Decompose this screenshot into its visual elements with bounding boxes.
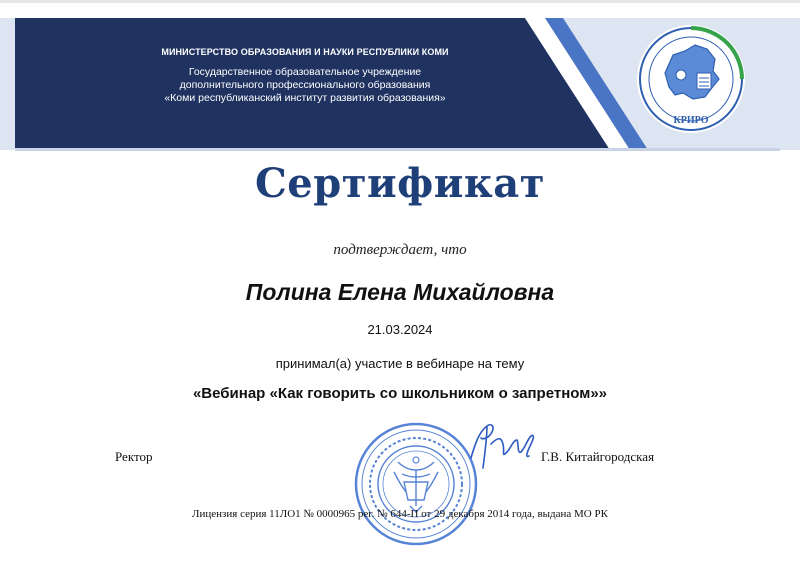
handwritten-signature-icon (465, 414, 545, 474)
recipient-name: Полина Елена Михайловна (245, 279, 555, 305)
logo-text: КРИРО (673, 115, 709, 126)
rector-name: Г.В. Китайгородская (541, 449, 655, 464)
participation-text: принимал(а) участие в вебинаре на тему (275, 356, 525, 371)
komi-map-emblem-icon (635, 23, 747, 135)
institution-line-1: Государственное образовательное учреждение (188, 66, 422, 78)
certificate-title: Сертификат (254, 160, 546, 207)
event-date: 21.03.2024 (367, 322, 433, 337)
confirms-text: подтверждает, что (333, 242, 467, 258)
institution-line-2: дополнительного профессионального образования (179, 79, 431, 91)
institution-line-3: «Коми республиканский институт развития образования» (164, 92, 446, 104)
webinar-topic: «Вебинар «Как говорить со школьником о запретном»» (192, 385, 608, 402)
rector-label: Ректор (115, 449, 153, 464)
header-text (100, 47, 510, 105)
license-text: Лицензия серия 11ЛО1 № 0000965 рег. № 644-П от 29 декабря 2014 года, выдана МО РК (192, 508, 608, 520)
ministry-title: МИНИСТЕРСТВО ОБРАЗОВАНИЯ И НАУКИ РЕСПУБЛИКИ КОМИ (161, 47, 449, 57)
official-seal-icon (354, 422, 478, 546)
